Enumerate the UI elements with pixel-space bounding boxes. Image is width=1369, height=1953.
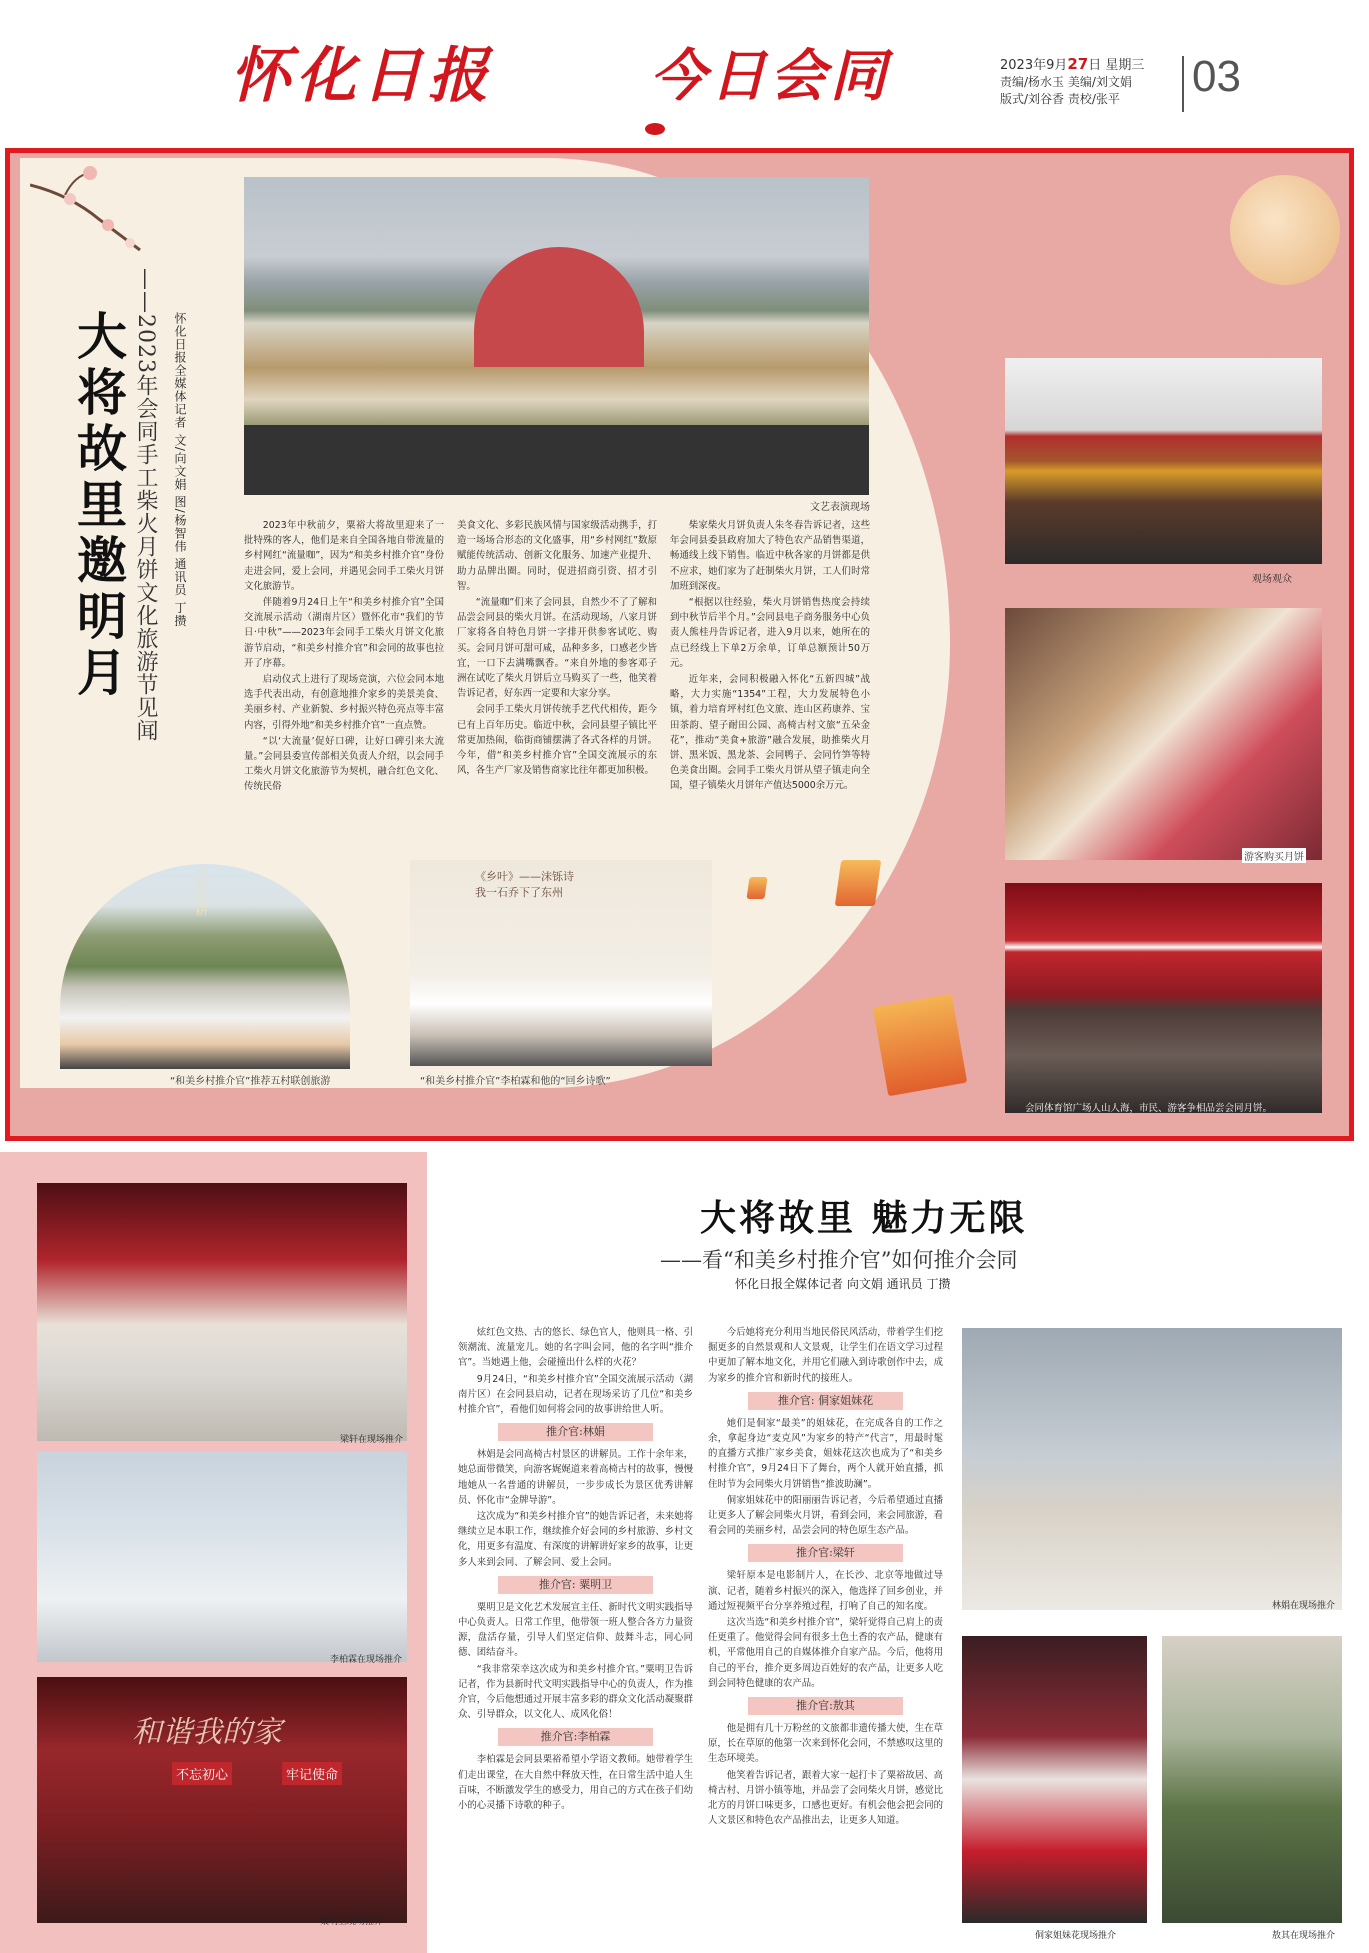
slogan-2: 牢记使命 [282,1762,342,1785]
feature-column-1: 2023年中秋前夕，粟裕大将故里迎来了一批特殊的客人，他们是来自全国各地自带流量的乡村网红“流量咖”，因为“和美乡村推介官”身份走进会同，爱上会同，并遇见会同手工柴火月饼文化旅游节。 伴随着9月24日上午“和美乡村推介官”全国交流展示活动（湖南片区）暨怀化市“我们的节日·中秋”——2023年会同手工柴火月饼文化旅游节启动，“和美乡村推介官”和会同的故事也拉开了序幕。 启动仪式上进行了现场竞演，六位会同本地选手代表出动，有创意地推介家乡的美景美食、美丽乡村、产业新貌、乡村振兴特色亮点等丰富内容，引得外地“和美乡村推介官”一直点赞。 “以‘大流量’促好口碑，让好口碑引来大流量。”会同县委宣传部相关负责人介绍，以会同手工柴火月饼文化旅游节为契机，融合红色文化、传统民俗 [244,520,444,793]
plaza-crowd-photo [1005,883,1322,1113]
sumingwei-caption: 粟明卫现场推介 [320,1917,384,1927]
dong-sisters-caption: 侗家姐妹花现场推介 [1035,1931,1117,1941]
main-photo-caption: 文艺表演现场 [810,502,870,513]
village-scene-text: 文化农耕 [192,864,207,916]
libailin-caption: 李柏霖在现场推介 [330,1655,403,1665]
audience [244,425,869,495]
issue-date: 2023年9月27日 星期三 [1000,55,1145,73]
libailin-photo [37,1452,407,1662]
village-promo-caption: “和美乡村推介官”推荐五村联创旅游 [170,1076,331,1087]
sumingwei-photo [37,1677,407,1923]
article2-byline: 怀化日报全媒体记者 向文娟 通讯员 丁攒 [735,1277,951,1291]
blossom-branch-icon [30,165,150,255]
dong-sisters-photo [962,1636,1147,1923]
article2-title: 大将故里 魅力无限 [700,1197,1028,1239]
section-head-liangxuan: 推介官:梁轩 [748,1544,903,1562]
feature-title: 大将故里邀明月 [69,310,128,702]
masthead-ornament-icon [645,123,665,135]
liangxuan-photo [37,1183,407,1441]
lantern-icon [835,860,881,906]
feature-subtitle: ——2023年会同手工柴火月饼文化旅游节见闻 [133,268,158,742]
linjuan-photo [962,1328,1342,1610]
poetry-scene-text-1: 《乡叶》——沫铄诗 [475,870,574,883]
moon-icon [1230,175,1340,285]
feature-column-3: 柴家柴火月饼负责人朱冬春告诉记者，这些年会同县委县政府加大了特色农产品销售渠道，畅通线上线下销售。临近中秋各家的月饼都是供不应求，她们家为了赶制柴火月饼，工人们时常加班到深夜。 “根据以往经验，柴火月饼销售热度会持续到中秋节后半个月。”会同县电子商务服务中心负责人熊桂丹告诉记者，进入9月以来，她所在的点已经线上下单2万余单，订单总额预计50万元。 近年来，会同积极融入怀化“五新四城”战略，大力实施“1354”工程，大力发展特色小镇，着力培育坪村红色文旅、连山区药康养、宝田茶韵、望子耐田公园、高椅古村文旅“五朵金花”，推动“美食+旅游”融合发展，助推柴火月饼、黑米饭、黑龙茶、会同鸭子、会同竹笋等特色美食出圈。会同手工柴火月饼从望子镇走向全国，望子镇柴火月饼年产值达5000余万元。 [670,520,870,792]
paper-name: 怀化日报 [230,41,494,111]
masthead [230,28,890,118]
feature-byline: 怀化日报全媒体记者 文/向文娟 图/杨智伟 通讯员 丁攒 [173,312,187,628]
editor-line-1: 责编/杨水玉 美编/刘文娟 [1000,75,1132,89]
issue-info [1000,56,1180,108]
section-head-linjuan: 推介官:林娟 [498,1423,653,1441]
page-number: 03 [1192,52,1241,101]
page-divider [1182,56,1184,112]
feature-column-2: 美食文化、多彩民族风情与国家级活动携手，打造一场场合形态的文化盛事，用“乡村网红”数原赋能传统活动、创新文化服务、加速产业提升、助力品牌出圈。同时，促进招商引资、招才引智。 “流量咖”们来了会同县，自然少不了了解和品尝会同县的柴火月饼。在活动现场，八家月饼厂家将各自特色月饼一字排开供参客试吃、购买。会同月饼可甜可咸，品种多多，口感老少皆宜，一口下去满嘴飘香。“来自外地的参客邓子洲在试吃了柴火月饼后立马购买了一些，他笑着告诉记者，好东西一定要和大家分享。 会同手工柴火月饼传统手艺代代相传，距今已有上百年历史。临近中秋，会同县望子镇比平常更加热闹，临街商铺摆满了各式各样的月饼。今年，借“和美乡村推介官”全国交流展示的东风，各生产厂家及销售商家比往年都更加积极。 [457,520,657,777]
slogan-1: 不忘初心 [172,1762,232,1785]
lantern-large-icon [873,994,967,1097]
audience-photo [1005,358,1322,564]
mooncake-buyers-caption: 游客购买月饼 [1242,848,1306,863]
mooncake-buyers-photo [1005,608,1322,860]
section-head-sumingwei: 推介官: 粟明卫 [498,1576,653,1594]
article2-column-1: 炫红色文热、古的悠长、绿色官人，他则具一格、引领潮流、流量宠儿。她的名字叫会同，他的名字叫“推介官”。当她遇上他，会碰撞出什么样的火花？ 9月24日，“和美乡村推介官”全国交流展示活动（湖南片区）在会同县启动，记者在现场采访了几位“和美乡村推介官”，看他们如何将会同的故事讲给世人听。 推介官:林娟 林娟是会同高椅古村景区的讲解员。工作十余年来，她总面带微笑，向游客娓娓道来着高椅古村的故事，慢慢地她从一名普通的讲解员，一步步成长为景区优秀讲解员、怀化市“金牌导游”。 这次成为“和美乡村推介官”的她告诉记者，未来她将继续立足本职工作，继续推介好会同的乡村旅游、乡村文化，用更多有温度、有深度的讲解讲好家乡的故事，让更多人来到会同、了解会同、爱上会同。 推介官: 粟明卫 粟明卫是文化艺术发展宣主任、新时代文明实践指导中心负责人。日常工作里，他带领一班人整合各方力量资源，盘活存量，引导人们坚定信仰、鼓舞斗志，同心同德、团结奋斗。 “我非常荣幸这次成为和美乡村推介官。”粟明卫告诉记者，作为县新时代文明实践指导中心的负责人，作为推介官，今后他想通过开展丰富多彩的群众文化活动凝聚群众、引导群众，以文化人、成风化俗！ 推介官:李柏霖 李柏霖是会同县栗裕希望小学语文教师。她带着学生们走出课堂，在大自然中释放天性，在日常生活中追人生百味，不断激发学生的感受力，用自己的方式在孩子们幼小的心灵播下诗歌的种子。 [458,1327,693,1812]
aoqi-photo [1162,1636,1342,1923]
section-head-libailin: 推介官:李柏霖 [498,1728,653,1746]
editor-line-2: 版式/刘谷香 责校/张平 [1000,92,1120,106]
article2-column-2: 今后她将充分利用当地民俗民风活动，带着学生们挖掘更多的自然景观和人文景观，让学生们在语文学习过程中更加了解本地文化，并用它们融入到诗歌创作中去，成为家乡的推介官和新时代的接班人。 推介官: 侗家姐妹花 她们是侗家“最美”的姐妹花，在完成各自的工作之余，拿起身边“麦克风”为家乡的特产“代言”，用最时髦的直播方式推广家乡美食，姐妹花这次也成为了“和美乡村推介官”，9月24日下了舞台，两个人就开始直播，抓住时节为会同柴火月饼销售“推波助澜”。 侗家姐妹花中的阳丽丽告诉记者，今后希望通过直播让更多人了解会同柴火月饼，看到会同，来会同旅游，看看会同的美丽乡村，品尝会同的特色原生态产品。 推介官:梁轩 梁轩原本是电影制片人，在长沙、北京等地做过导演、记者，随着乡村振兴的深入，他选择了回乡创业，并通过短视频平台分享养殖过程，打响了自己的知名度。 这次当选“和美乡村推介官”，梁轩觉得自己肩上的责任更重了。他觉得会同有很多土色土香的农产品，健康有机，平常他用自己的自媒体推介自家产品。今后，他将用自己的平台，推介更多周边百姓好的农产品，让更多人吃到会同特色健康的农产品。 推介官:敖其 他是拥有几十万粉丝的文旅都非遗传播大使，生在草原，长在草原的他第一次来到怀化会同，不禁感叹这里的生态环境美。 他笑着告诉记者，跟着大家一起打卡了粟裕故居、高椅古村、月饼小镇等地，并品尝了会同柴火月饼，感觉比北方的月饼口味更多，口感也更好。有机会他会把会同的人文景区和特色农产品推出去，让更多人知道。 [708,1327,943,1827]
stage-arch [474,247,644,367]
main-stage-photo [244,177,869,495]
section-name: 今日会同 [650,43,890,109]
section-head-aoqi: 推介官:敖其 [748,1697,903,1715]
liangxuan-caption: 梁轩在现场推介 [340,1435,404,1445]
linjuan-caption: 林娟在现场推介 [1272,1601,1336,1611]
plaza-crowd-caption: 会同体育馆广场人山人海，市民、游客争相品尝会同月饼。 [1025,1103,1273,1114]
poetry-scene-text-2: 我一石乔下了东州 [475,886,563,899]
slogan-banner: 和谐我的家 [132,1715,282,1750]
section-head-sisters: 推介官: 侗家姐妹花 [748,1392,903,1410]
article2-subtitle: ——看“和美乡村推介官”如何推介会同 [660,1248,1018,1272]
aoqi-caption: 敖其在现场推介 [1272,1931,1336,1941]
lantern-small-icon [746,877,767,899]
audience-photo-caption: 观场观众 [1252,574,1292,585]
poetry-stage-caption: “和美乡村推介官”李柏霖和他的“回乡诗歌” [420,1076,611,1087]
